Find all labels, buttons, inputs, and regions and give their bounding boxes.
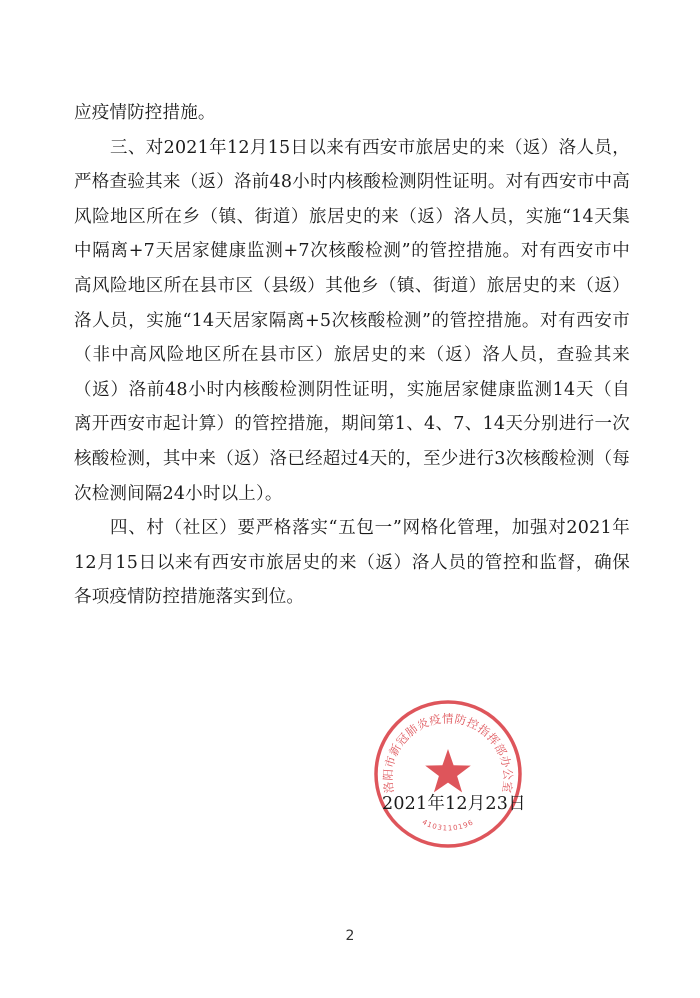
official-seal: [371, 697, 525, 851]
paragraph-item-4: 四、村（社区）要严格落实“五包一”网格化管理，加强对2021年12月15日以来有西安市旅居史的来（返）洛人员的管控和监督，确保各项疫情防控措施落实到位。: [74, 518, 630, 608]
paragraph-item-3: 三、对2021年12月15日以来有西安市旅居史的来（返）洛人员，严格查验其来（返）洛前48小时内核酸检测阴性证明。对有西安市中高风险地区所在乡（镇、街道）旅居史的来（返）洛人员，实施“14天集中隔离+7天居家健康监测+7次核酸检测”的管控措施。对有西安市中高风险地区所在县市区（县级）其他乡（镇、街道）旅居史的来（返）洛人员，实施“14天居家隔离+5次核酸检测”的管控措施。对有西安市（非中高风险地区所在县市区）旅居史的来（返）洛人员，查验其来（返）洛前48小时内核酸检测阴性证明，实施居家健康监测14天（自离开西安市起计算）的管控措施，期间第1、4、7、14天分别进行一次核酸检测，其中来（返）洛已经超过4天的，至少进行3次核酸检测（每次检测间隔24小时以上）。: [74, 137, 630, 504]
document-body: [74, 96, 630, 615]
paragraph-continuation: 应疫情防控措施。: [74, 103, 216, 123]
page-number: 2: [345, 928, 355, 944]
seal-code: 4103110196: [420, 818, 476, 833]
seal-star-icon: [425, 749, 471, 792]
svg-text:4103110196: [421, 818, 475, 832]
document-date: 2021年12月23日: [382, 794, 526, 814]
seal-text: 洛阳市新冠肺炎疫情防控指挥部办公室: [380, 711, 516, 795]
